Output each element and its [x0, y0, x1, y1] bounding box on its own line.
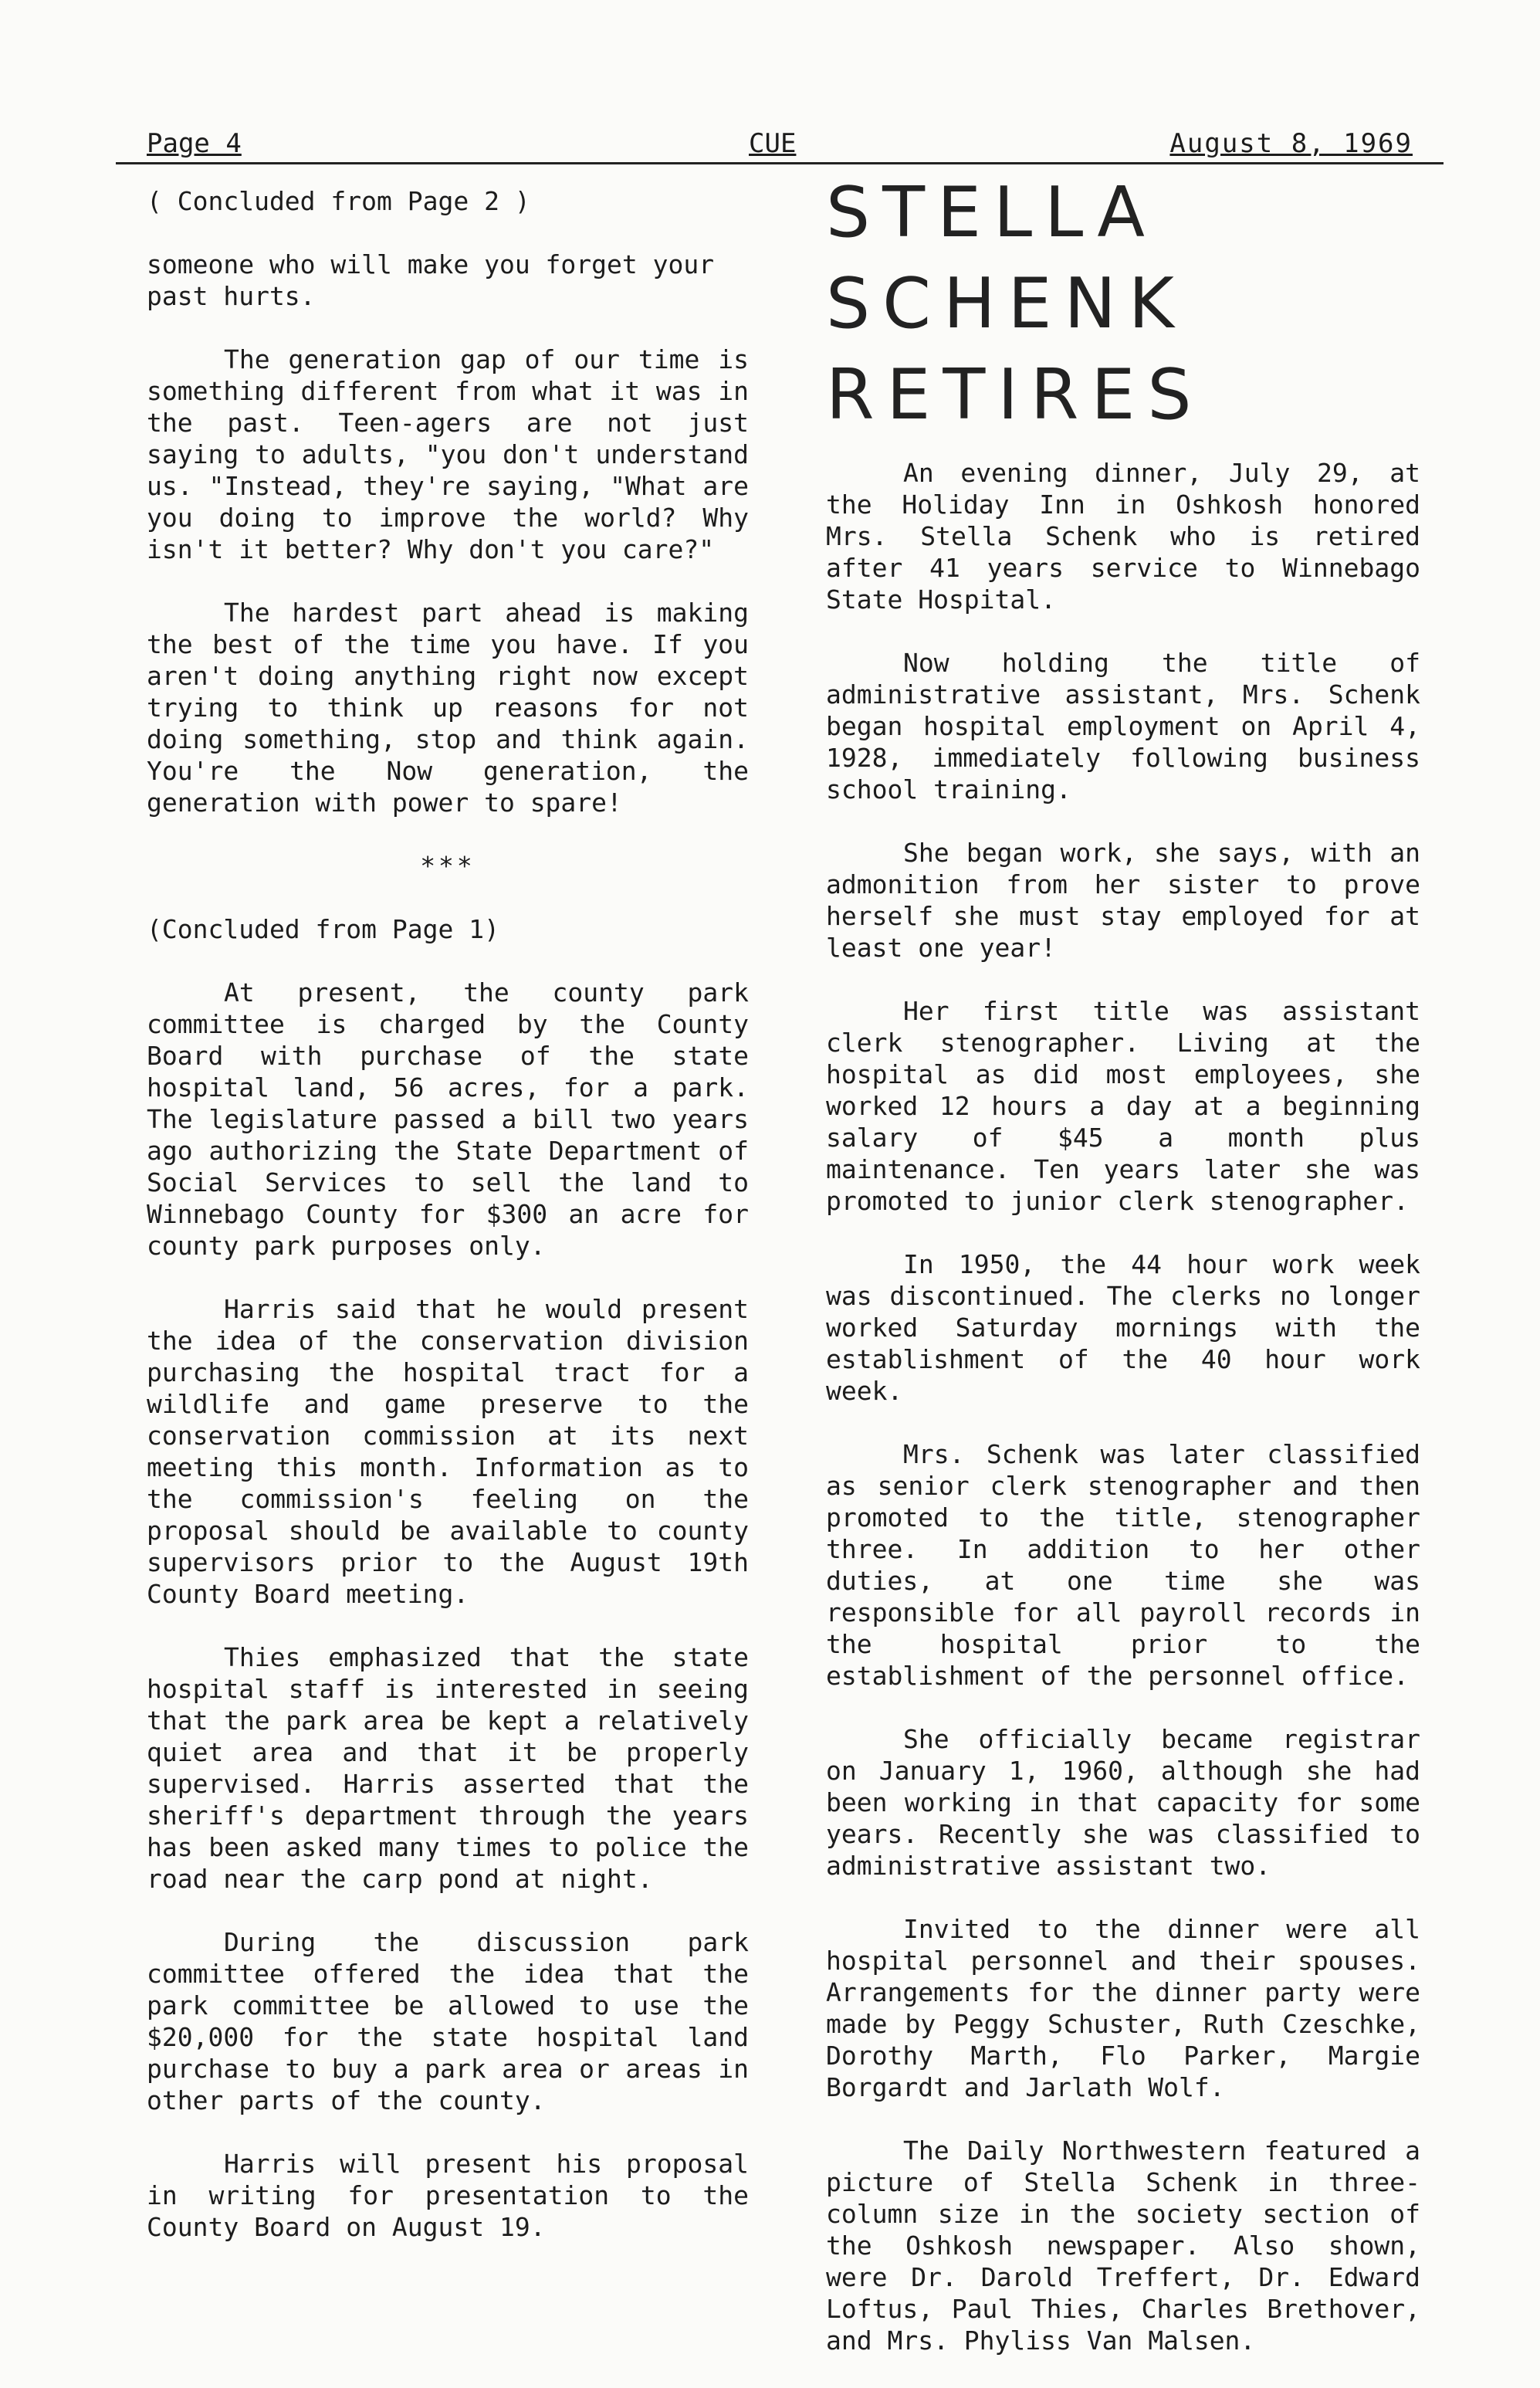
- paragraph: She began work, she says, with an admonition from her sister to prove herself she must stay employed for at least one year!: [826, 838, 1420, 963]
- paragraph: The Daily Northwestern featured a picture of Stella Schenk in three-column size in the society section of the Oshkosh newspaper. Also shown, were Dr. Darold Treffert, Dr. Edward Loftus, Paul Thies, Charles Brethover, and Mrs. Phyliss Van Malsen.: [826, 2136, 1420, 2356]
- paragraph: Now holding the title of administrative assistant, Mrs. Schenk began hospital employment on April 4, 1928, immediately following business school training.: [826, 648, 1420, 804]
- paragraph: In 1950, the 44 hour work week was discontinued. The clerks no longer worked Saturday mornings with the establishment of the 40 hour work week.: [826, 1249, 1420, 1406]
- paragraph: Thies emphasized that the state hospital staff is interested in seeing that the park area be kept a relatively quiet area and that it be properly supervised. Harris asserted that the sheriff's department through the years has been asked many times to police the road near the carp pond at night.: [147, 1642, 749, 1894]
- article-headline: [826, 170, 1420, 439]
- continued-from-page-2: ( Concluded from Page 2 ): [147, 186, 530, 216]
- paragraph: An evening dinner, July 29, at the Holiday Inn in Oshkosh honored Mrs. Stella Schenk who is retired after 41 years service to Winnebago State Hospital.: [826, 458, 1420, 615]
- continued-from-page-1: (Concluded from Page 1): [147, 914, 499, 944]
- paragraph: The hardest part ahead is making the best of the time you have. If you aren't doing anything right now except trying to think up reasons for not doing something, stop and think again. You're the Now generation, the generation with power to spare!: [147, 598, 749, 818]
- right-column: [826, 172, 1420, 2388]
- section-separator: ***: [420, 851, 476, 881]
- left-column: [147, 185, 749, 2275]
- issue-date: August 8, 1969: [1169, 128, 1413, 159]
- paragraph: Invited to the dinner were all hospital personnel and their spouses. Arrangements for the dinner party were made by Peggy Schuster, Ruth Czeschke, Dorothy Marth, Flo Parker, Margie Borgardt and Jarlath Wolf.: [826, 1914, 1420, 2102]
- paragraph: The generation gap of our time is something different from what it was in the past. Teen-agers are not just saying to adults, "you don't understand us. "Instead, they're saying, "What are you doing to improve the world? Why isn't it better? Why don't you care?": [147, 344, 749, 564]
- publication-title: CUE: [749, 128, 797, 159]
- page-header: [116, 116, 1444, 164]
- paragraph: someone who will make you forget your past hurts.: [147, 249, 715, 311]
- page-number: Page 4: [147, 128, 242, 159]
- paragraph: Her first title was assistant clerk stenographer. Living at the hospital as did most employees, she worked 12 hours a day at a beginning salary of $45 a month plus maintenance. Ten years later she was promoted to junior clerk stenographer.: [826, 996, 1420, 1216]
- headline-line: STELLA: [826, 172, 1157, 253]
- paragraph: During the discussion park committee offered the idea that the park committee be allowed to use the $20,000 for the state hospital land purchase to buy a park area or areas in other parts of the county.: [147, 1927, 749, 2115]
- paragraph: Harris said that he would present the idea of the conservation division purchasing the hospital tract for a wildlife and game preserve to the conservation commission at its next meeting this month. Information as to the commission's feeling on the proposal should be available to county supervisors prior to the August 19th County Board meeting.: [147, 1294, 749, 1609]
- paragraph: Harris will present his proposal in writing for presentation to the County Board on August 19.: [147, 2149, 749, 2242]
- headline-line: SCHENK: [826, 263, 1186, 344]
- paragraph: Mrs. Schenk was later classified as senior clerk stenographer and then promoted to the title, stenographer three. In addition to her other duties, at one time she was responsible for all payroll records in the hospital prior to the establishment of the personnel office.: [826, 1439, 1420, 1691]
- paragraph: At present, the county park committee is charged by the County Board with purchase of the state hospital land, 56 acres, for a park. The legislature passed a bill two years ago authorizing the State Department of Social Services to sell the land to Winnebago County for $300 an acre for county park purposes only.: [147, 977, 749, 1261]
- paragraph: She officially became registrar on January 1, 1960, although she had been working in that capacity for some years. Recently she was classified to administrative assistant two.: [826, 1724, 1420, 1881]
- headline-line: RETIRES: [826, 354, 1204, 435]
